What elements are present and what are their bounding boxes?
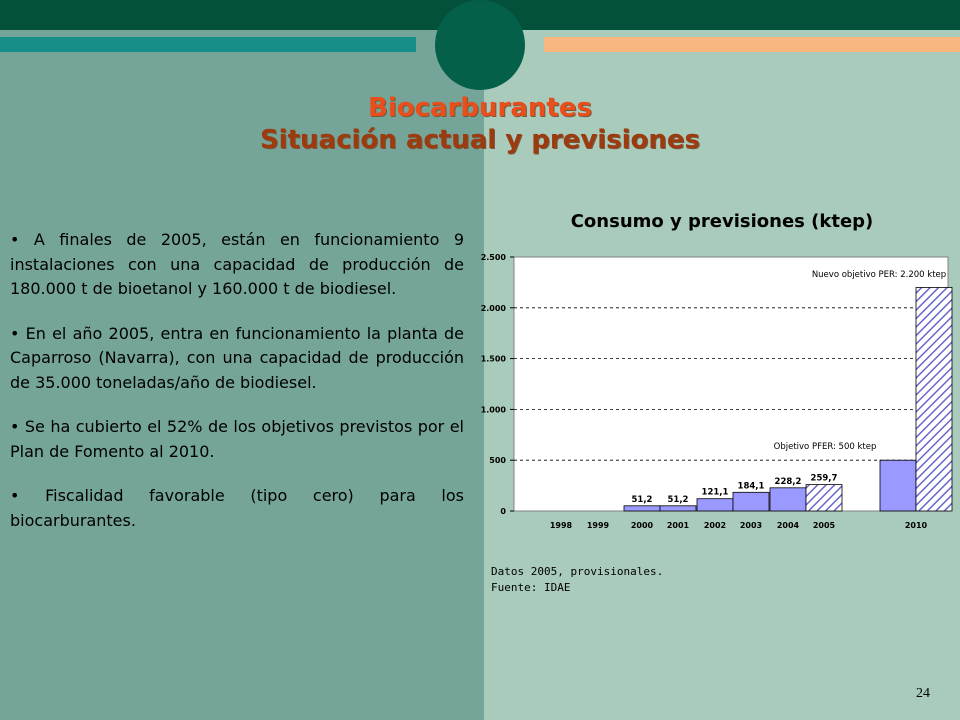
data-label: 228,2: [774, 476, 802, 487]
bar: [624, 506, 660, 511]
data-note: Datos 2005, provisionales.: [491, 565, 664, 578]
bullet-item: • En el año 2005, entra en funcionamiento la planta de Caparroso (Navarra), con una capacidad de producción de 35.000 toneladas/año de biodiesel.: [10, 323, 464, 392]
x-tick-label: 2004: [776, 521, 800, 530]
accent-bar-teal: [0, 37, 416, 52]
y-tick-label: 1.000: [480, 405, 506, 415]
bar-chart: [476, 240, 960, 540]
title-line-1: Biocarburantes: [368, 93, 592, 123]
x-tick-label: 2002: [703, 521, 727, 530]
bar: [806, 485, 842, 511]
page-number: 24: [916, 686, 930, 701]
y-tick-label: 1.500: [480, 354, 506, 364]
x-tick-label: 2003: [739, 521, 763, 530]
x-tick-label: 2000: [630, 521, 654, 530]
bar: [733, 492, 769, 511]
x-tick-label: 1999: [586, 521, 610, 530]
annotation-label: Objetivo PFER: 500 ktep: [773, 442, 877, 452]
annotation-label: Nuevo objetivo PER: 2.200 ktep: [811, 270, 947, 280]
slide-title: [0, 92, 960, 156]
chart-title: Consumo y previsiones (ktep): [570, 211, 874, 232]
y-tick-label: 2.500: [480, 253, 506, 262]
y-tick-label: 0: [500, 507, 506, 516]
accent-bar-peach: [544, 37, 960, 52]
bar: [660, 506, 696, 511]
accent-circle: [435, 0, 525, 90]
data-label: 121,1: [701, 487, 729, 498]
y-tick-label: 2.000: [480, 303, 506, 313]
bar: [880, 460, 916, 511]
bullet-list: [10, 228, 464, 553]
data-label: 259,7: [810, 473, 838, 484]
bullet-item: • Se ha cubierto el 52% de los objetivos previstos por el Plan de Fomento al 2010.: [10, 417, 464, 461]
bar: [697, 499, 733, 511]
bar: [916, 287, 952, 511]
data-label: 51,2: [667, 494, 689, 505]
x-tick-label: 1998: [549, 521, 573, 530]
data-label: 184,1: [737, 481, 765, 492]
x-tick-label: 2005: [812, 521, 836, 530]
source-note: Fuente: IDAE: [491, 581, 571, 594]
x-tick-label: 2001: [666, 521, 690, 530]
data-label: 51,2: [631, 494, 653, 505]
x-tick-label: 2010: [904, 521, 928, 530]
title-line-2: Situación actual y previsiones: [259, 125, 701, 155]
bullet-item: • Fiscalidad favorable (tipo cero) para los biocarburantes.: [10, 486, 464, 530]
bullet-item: • A finales de 2005, están en funcionamiento 9 instalaciones con una capacidad de producción de 180.000 t de bioetanol y 160.000 t de biodiesel.: [10, 230, 464, 298]
y-tick-label: 500: [489, 456, 506, 466]
bar: [770, 488, 806, 511]
